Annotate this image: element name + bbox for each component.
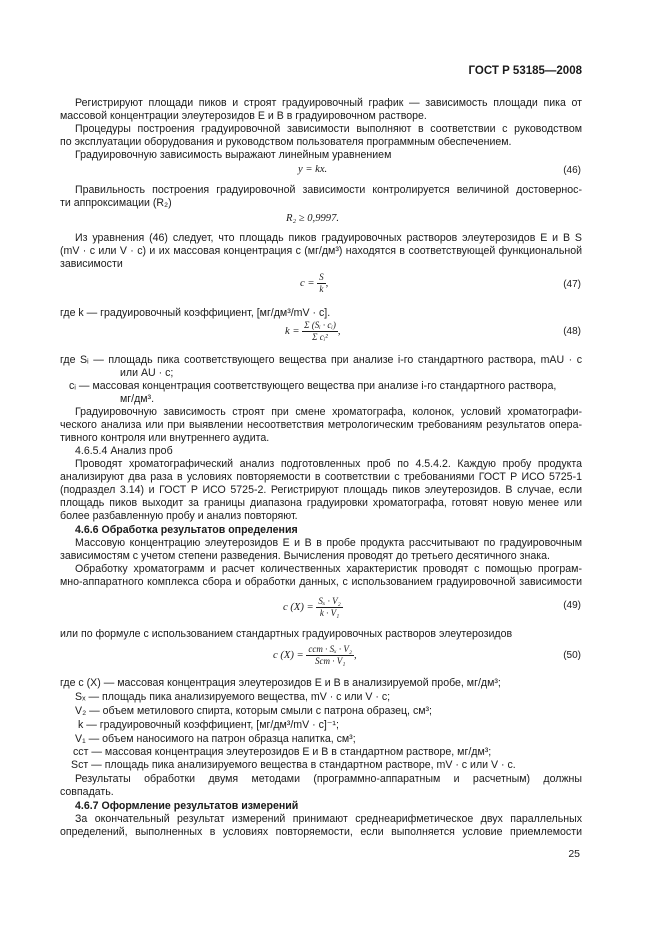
- numerator: Sₓ · V₂: [318, 596, 341, 606]
- numerator: Σ (Sᵢ · cᵢ): [304, 320, 336, 330]
- text-line: Массовую концентрацию элеутерозидов Е и В в пробе продукта рассчитывают по градуировочным: [75, 537, 582, 549]
- text-line: Регистрируют площади пиков и строят градуировочный график — зависимость площади пика от: [75, 97, 582, 109]
- text-line: или по формуле с использованием стандартных градуировочных растворов элеутерозидов: [60, 628, 513, 640]
- equation-49: [283, 596, 343, 619]
- equation-50: [273, 644, 357, 667]
- section-heading: 4.6.6 Обработка результатов определения: [75, 524, 298, 536]
- text-line: более разбавленную пробу и анализ повторяют.: [60, 510, 298, 522]
- equation-tail: ,: [325, 277, 329, 289]
- text-line: k — градуировочный коэффициент, [мг/дм³/mV · с]⁻¹;: [78, 719, 339, 731]
- document-header: ГОСТ Р 53185—2008: [468, 65, 582, 77]
- text-line: V₂ — объем метилового спирта, которым смыли с патрона образец, см³;: [75, 705, 432, 717]
- equation-number: (49): [563, 600, 581, 611]
- text-line: Градуировочную зависимость выражают линейным уравнением: [75, 149, 392, 161]
- fraction: [317, 272, 326, 295]
- equation-48: [285, 320, 341, 343]
- text-line: Sст — площадь пика анализируемого вещества в стандартном растворе, mV · с или V · с.: [71, 759, 516, 771]
- equation-tail: ,: [337, 325, 341, 337]
- text-line: где с (X) — массовая концентрация элеутерозидов Е и В в анализируемой пробе, мг/дм³;: [60, 677, 501, 689]
- text-line: где Sᵢ — площадь пика соответствующего вещества при анализе i-го стандартного раствора, mAU · с: [60, 354, 582, 366]
- equation-lhs: k =: [285, 325, 300, 337]
- equation-46: y = kx.: [298, 164, 328, 175]
- fraction: [306, 644, 354, 667]
- equation-lhs: c (X) =: [273, 649, 304, 661]
- equation-47: [300, 272, 328, 295]
- equation-lhs: c (X) =: [283, 601, 314, 613]
- text-line: Результаты обработки двумя методами (программно-аппаратным и расчетным) должны: [75, 773, 582, 785]
- text-line: ти аппроксимации (R₂): [60, 197, 172, 209]
- text-line: совпадать.: [60, 786, 114, 798]
- text-line: определений, выполненных в условиях повторяемости, если выполняется условие приемлемости: [60, 826, 582, 838]
- text-line: мно-аппаратного комплекса сбора и обработки данных, с использованием градуировочной зависимости: [60, 576, 582, 588]
- denominator: k: [319, 284, 324, 294]
- text-line: (подраздел 3.14) и ГОСТ Р ИСО 5725-2. Регистрируют площадь пиков элеутерозидов. В случае, если: [60, 484, 582, 496]
- section-heading: 4.6.7 Оформление результатов измерений: [75, 800, 299, 812]
- fraction: [316, 596, 342, 619]
- fraction: [302, 320, 338, 343]
- denominator: Sст · V₁: [315, 656, 346, 666]
- text-line: ческого анализа или при выявлении несоответствия метрологическим требованиям результатов опера-: [60, 419, 582, 431]
- text-line: по эксплуатации оборудования и руководством пользователя программным обеспечением.: [60, 136, 512, 148]
- text-line: зависимостям с учетом степени разведения. Вычисления проводят до третьего десятичного знака.: [60, 550, 550, 562]
- text-line: cᵢ — массовая концентрация соответствующего вещества при анализе i-го стандартного раствора,: [69, 380, 557, 392]
- numerator: S: [319, 272, 324, 282]
- denominator: Σ cᵢ²: [312, 332, 328, 342]
- text-line: массовой концентрации элеутерозидов Е и В в градуировочном растворе.: [60, 110, 427, 122]
- text-line: Проводят хроматографический анализ подготовленных проб по 4.5.4.2. Каждую пробу продукта: [75, 458, 582, 470]
- text-line: Sₓ — площадь пика анализируемого вещества, mV · с или V · с;: [75, 691, 391, 703]
- equation-number: (47): [563, 279, 581, 290]
- text-line: анализируют два раза в условиях повторяемости в соответствии с требованиями ГОСТ Р ИСО 5725-1: [60, 471, 582, 483]
- text-line: Градуировочную зависимость строят при смене хроматографа, колонок, условий хроматографи-: [75, 406, 582, 418]
- equation-lhs: c =: [300, 277, 315, 289]
- r2-condition: R₂ ≥ 0,9997.: [286, 213, 340, 224]
- equation-tail: ,: [354, 649, 357, 661]
- text-line: Процедуры построения градуировочной зависимости выполняют в соответствии с руководством: [75, 123, 582, 135]
- text-line: мг/дм³.: [120, 393, 155, 405]
- numerator: cст · Sₓ · V₂: [308, 644, 353, 654]
- text-line: где k — градуировочный коэффициент, [мг/дм³/mV · с].: [60, 307, 331, 319]
- text-line: Обработку хроматограмм и расчет количественных характеристик проводят с помощью програм-: [75, 563, 582, 575]
- text-line: (mV · с или V · с) и их массовая концентрация с (мг/дм³) находятся в соответствующей функциональной: [60, 245, 582, 257]
- equation-number: (46): [563, 165, 581, 176]
- equation-number: (48): [563, 326, 581, 337]
- text-line: 4.6.5.4 Анализ проб: [75, 445, 173, 457]
- text-line: зависимости: [60, 258, 123, 270]
- equation-number: (50): [563, 650, 581, 661]
- text-line: тивного контроля или внутреннего аудита.: [60, 432, 270, 444]
- text-line: Из уравнения (46) следует, что площадь пиков градуировочных растворов элеутерозидов Е и В S: [75, 232, 582, 244]
- text-line: cст — массовая концентрация элеутерозидов Е и В в стандартном растворе, мг/дм³;: [73, 746, 492, 758]
- text-line: или AU · с;: [120, 367, 174, 379]
- text-line: За окончательный результат измерений принимают среднеарифметическое двух параллельных: [75, 813, 582, 825]
- text-line: V₁ — объем наносимого на патрон образца напитка, см³;: [75, 733, 356, 745]
- page-number: 25: [568, 848, 580, 860]
- text-line: Правильность построения градуировочной зависимости контролируется величиной достовернос-: [75, 184, 582, 196]
- text-line: площадь пиков выходит за границы диапазона градуировки хроматографа, готовят новую менее или: [60, 497, 582, 509]
- denominator: k · V₁: [319, 608, 340, 618]
